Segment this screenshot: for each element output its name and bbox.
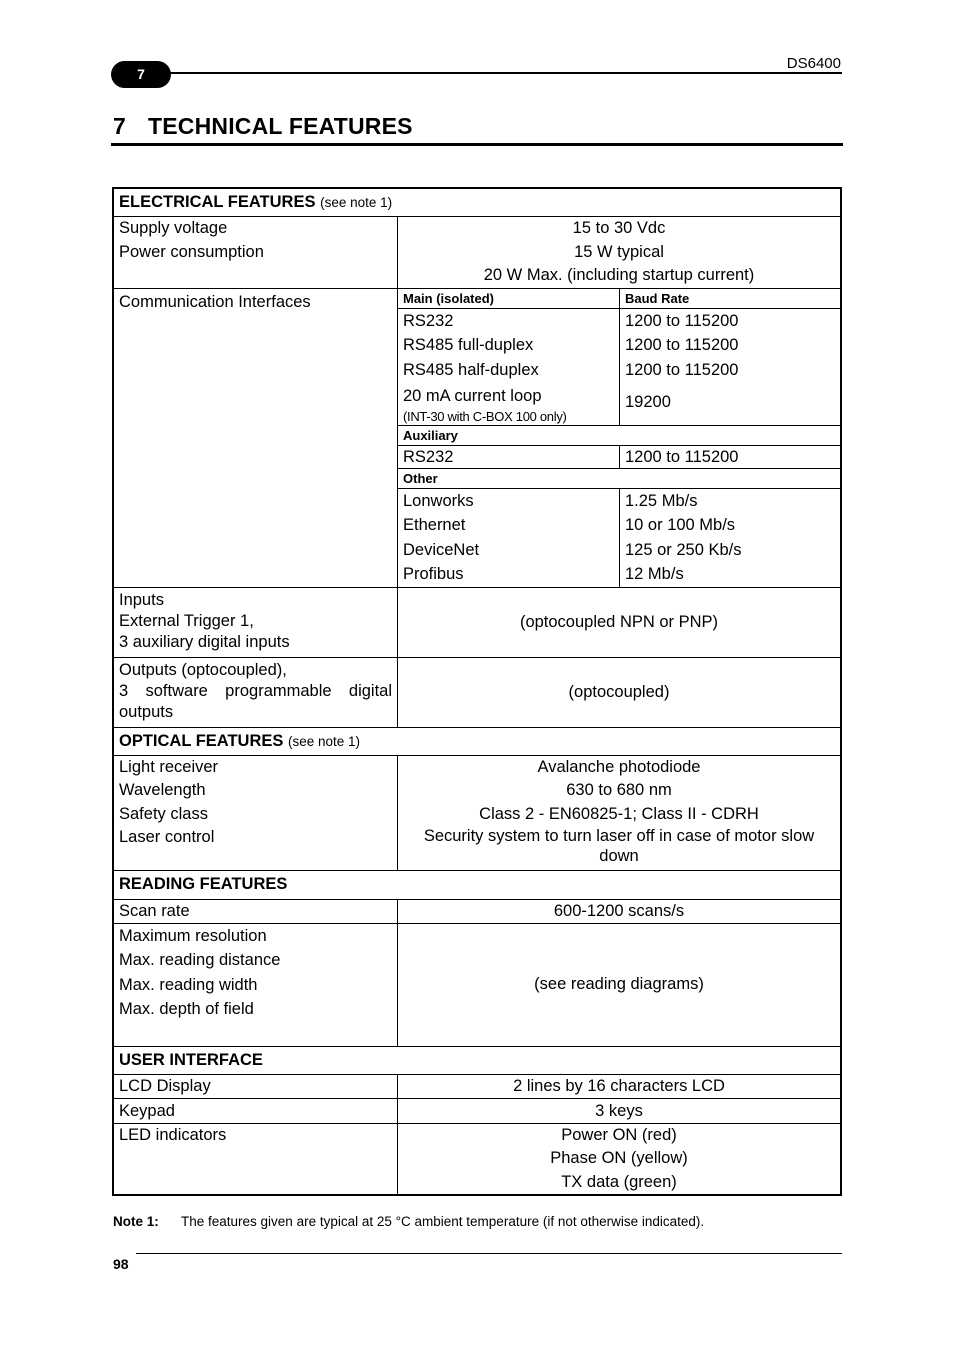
spec-table: [112, 187, 842, 1196]
electrical-note: (see note 1): [320, 195, 393, 210]
optical-value: Security system to turn laser off in case of motor slow down: [423, 827, 815, 865]
loop-rate: 19200: [625, 393, 671, 411]
footnote: [113, 1214, 704, 1229]
keypad-value: 3 keys: [398, 1098, 842, 1123]
led-row: [113, 1123, 841, 1195]
electrical-section-header: [113, 188, 841, 217]
chapter-number: 7: [113, 113, 126, 139]
lcd-row: [113, 1074, 841, 1098]
main-if-rate: 1200 to 115200: [625, 336, 739, 354]
footnote-text: The features given are typical at 25 °C ambient temperature (if not otherwise indicated).: [181, 1214, 705, 1229]
inputs-row: [113, 587, 841, 657]
reading-section-header: [113, 870, 841, 899]
other-header: Other: [398, 468, 840, 488]
outputs-label: Outputs (optocoupled),: [119, 660, 287, 679]
optical-title: OPTICAL FEATURES: [119, 731, 284, 750]
keypad-row: [113, 1098, 841, 1123]
power-label: Power consumption: [119, 242, 264, 261]
supply-value: 15 to 30 Vdc: [572, 219, 666, 237]
scan-label: Scan rate: [113, 899, 398, 923]
main-if-name: RS485 full-duplex: [403, 336, 534, 354]
chapter-badge: 7: [111, 61, 171, 88]
reading-label: Max. depth of field: [119, 1000, 254, 1018]
inputs-value: (optocoupled NPN or PNP): [398, 587, 842, 657]
other-if-rate: 12 Mb/s: [625, 565, 684, 583]
optical-label: Wavelength: [119, 781, 206, 799]
power-max: 20 W Max. (including startup current): [483, 266, 755, 284]
footer-rule: [136, 1253, 842, 1254]
main-header: Main (isolated): [398, 289, 620, 309]
reading-label: Max. reading width: [119, 975, 258, 994]
inputs-label: Inputs: [119, 590, 164, 609]
ui-section-header: [113, 1046, 841, 1074]
reading-title: READING FEATURES: [113, 870, 841, 899]
main-if-rate: 1200 to 115200: [625, 311, 739, 330]
optical-value: Class 2 - EN60825-1; Class II - CDRH: [479, 804, 759, 823]
led-value: TX data (green): [561, 1172, 677, 1191]
comm-label: Communication Interfaces: [113, 288, 398, 587]
header-rule: [160, 72, 842, 74]
document-code: DS6400: [786, 55, 841, 72]
footnote-label: Note 1:: [113, 1214, 159, 1229]
other-if-rate: 10 or 100 Mb/s: [625, 516, 736, 534]
reading-label: Max. reading distance: [119, 951, 281, 969]
baud-header: Baud Rate: [620, 289, 841, 309]
comm-subtable: [398, 289, 840, 587]
scan-row: [113, 899, 841, 923]
main-if-name: RS485 half-duplex: [403, 360, 539, 379]
loop-note: (INT-30 with C-BOX 100 only): [403, 408, 567, 424]
title-rule: [111, 143, 843, 146]
optical-value: 630 to 680 nm: [566, 781, 672, 799]
aux-header: Auxiliary: [398, 425, 840, 445]
aux-name: RS232: [398, 445, 620, 468]
scan-value: 600-1200 scans/s: [398, 899, 842, 923]
inputs-trigger: External Trigger 1,: [119, 611, 254, 630]
reading-label: Maximum resolution: [119, 926, 267, 945]
optical-note: (see note 1): [288, 733, 361, 749]
electrical-title: ELECTRICAL FEATURES: [119, 193, 316, 211]
optical-section-header: [113, 727, 841, 755]
lcd-value: 2 lines by 16 characters LCD: [398, 1074, 842, 1098]
led-value: Phase ON (yellow): [550, 1149, 688, 1167]
optical-value: Avalanche photodiode: [537, 757, 701, 776]
aux-rate: 1200 to 115200: [620, 445, 841, 468]
other-if-rate: 125 or 250 Kb/s: [625, 540, 742, 559]
page-title: [113, 113, 413, 140]
page-number: 98: [113, 1256, 129, 1272]
main-if-name: RS232: [403, 311, 454, 330]
outputs-desc: 3 software programmable digital: [119, 681, 392, 700]
keypad-label: Keypad: [113, 1098, 398, 1123]
loop-name: 20 mA current loop: [403, 387, 542, 405]
optical-label: Safety class: [119, 804, 208, 823]
power-value: 15 W typical: [574, 242, 664, 261]
other-if-name: Profibus: [403, 565, 464, 583]
reading-value: (see reading diagrams): [398, 923, 842, 1046]
optical-label: Light receiver: [119, 757, 219, 776]
other-if-rate: 1.25 Mb/s: [625, 491, 698, 510]
optical-row: [113, 755, 841, 870]
outputs-value: (optocoupled): [398, 657, 842, 727]
inputs-aux: 3 auxiliary digital inputs: [119, 632, 290, 651]
comm-row: [113, 288, 841, 587]
other-if-name: DeviceNet: [403, 540, 480, 559]
chapter-title: TECHNICAL FEATURES: [148, 113, 413, 139]
optical-label: Laser control: [119, 828, 215, 846]
other-if-name: Ethernet: [403, 516, 466, 534]
other-if-name: Lonworks: [403, 491, 474, 510]
supply-label: Supply voltage: [119, 219, 228, 237]
reading-row: [113, 923, 841, 1046]
outputs-row: [113, 657, 841, 727]
outputs-desc-cont: outputs: [119, 702, 174, 721]
led-value: Power ON (red): [561, 1125, 677, 1144]
main-if-rate: 1200 to 115200: [625, 360, 739, 379]
ui-title: USER INTERFACE: [113, 1046, 841, 1074]
led-label: LED indicators: [113, 1123, 398, 1195]
lcd-label: LCD Display: [113, 1074, 398, 1098]
supply-row: [113, 217, 841, 289]
